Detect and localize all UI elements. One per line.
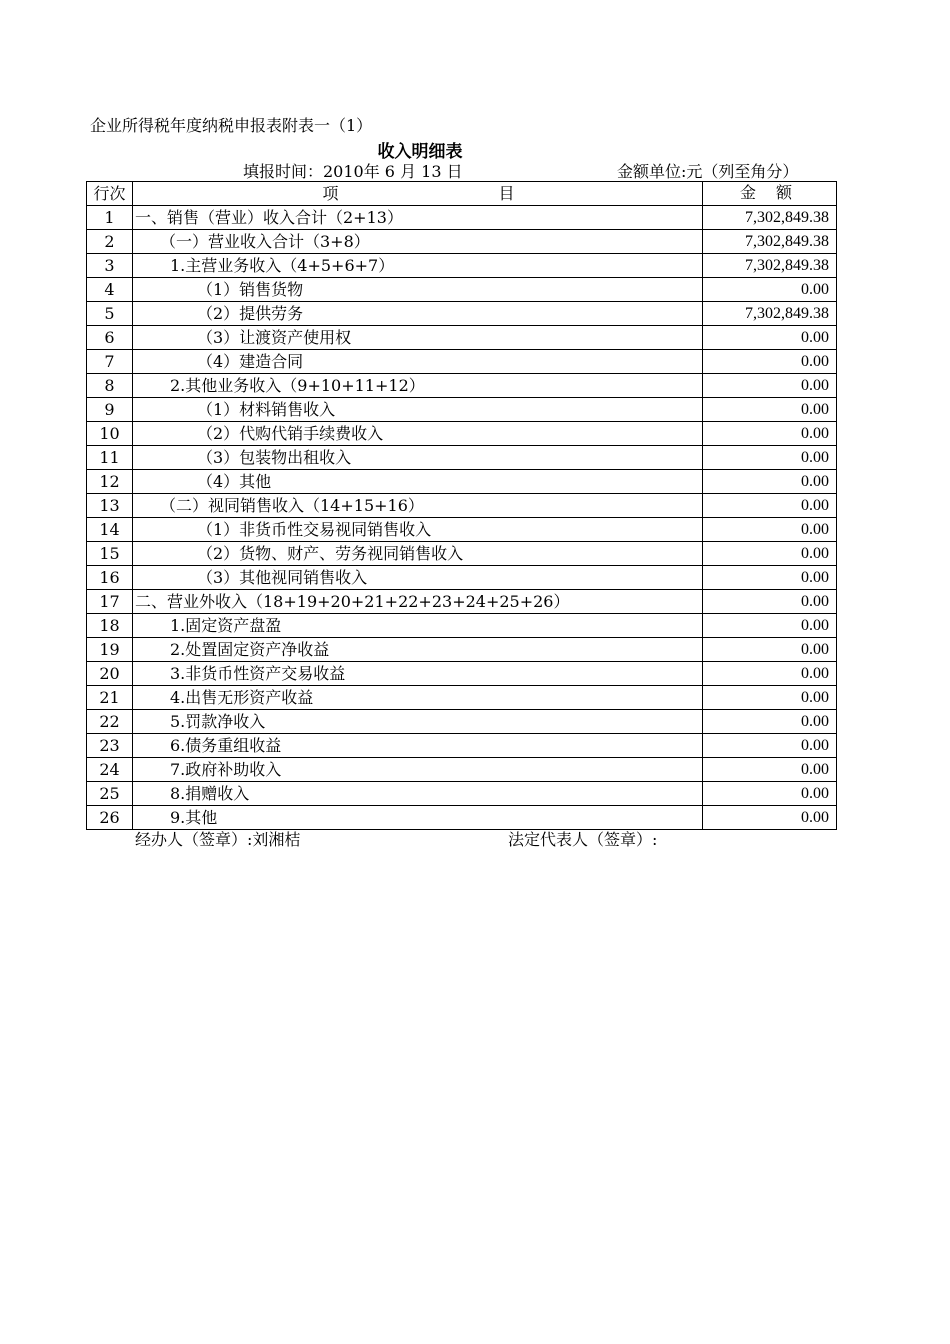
table-row xyxy=(87,230,837,254)
income-detail-table xyxy=(86,181,837,830)
row-number: 25 xyxy=(87,782,133,806)
row-amount: 0.00 xyxy=(703,278,837,302)
table-row xyxy=(87,374,837,398)
row-amount: 0.00 xyxy=(703,542,837,566)
row-amount: 0.00 xyxy=(703,782,837,806)
table-row xyxy=(87,806,837,830)
row-amount: 0.00 xyxy=(703,398,837,422)
row-item: （3）其他视同销售收入 xyxy=(133,566,703,590)
row-amount: 0.00 xyxy=(703,710,837,734)
row-amount: 0.00 xyxy=(703,518,837,542)
row-item: （4）建造合同 xyxy=(133,350,703,374)
row-amount: 0.00 xyxy=(703,470,837,494)
row-amount: 0.00 xyxy=(703,494,837,518)
table-row xyxy=(87,782,837,806)
row-number: 8 xyxy=(87,374,133,398)
row-amount: 0.00 xyxy=(703,326,837,350)
table-row xyxy=(87,278,837,302)
row-amount: 0.00 xyxy=(703,566,837,590)
row-item: （一）营业收入合计（3+8） xyxy=(133,230,703,254)
row-number: 14 xyxy=(87,518,133,542)
row-amount: 0.00 xyxy=(703,686,837,710)
page-title: 收入明细表 xyxy=(377,142,463,162)
table-row xyxy=(87,710,837,734)
row-item: 2.其他业务收入（9+10+11+12） xyxy=(133,374,703,398)
row-number: 24 xyxy=(87,758,133,782)
table-row xyxy=(87,734,837,758)
table-row xyxy=(87,590,837,614)
row-number: 3 xyxy=(87,254,133,278)
header-amount: 金 额 xyxy=(703,182,837,206)
row-number: 10 xyxy=(87,422,133,446)
table-row xyxy=(87,206,837,230)
row-amount: 0.00 xyxy=(703,446,837,470)
row-item: 4.出售无形资产收益 xyxy=(133,686,703,710)
row-number: 22 xyxy=(87,710,133,734)
form-label: 企业所得税年度纳税申报表附表一（1） xyxy=(90,116,373,135)
row-amount: 7,302,849.38 xyxy=(703,302,837,326)
row-number: 13 xyxy=(87,494,133,518)
row-item: （2）代购代销手续费收入 xyxy=(133,422,703,446)
row-amount: 0.00 xyxy=(703,590,837,614)
amount-unit-note: 金额单位:元（列至角分） xyxy=(617,162,799,181)
row-number: 20 xyxy=(87,662,133,686)
table-row xyxy=(87,686,837,710)
row-amount: 0.00 xyxy=(703,806,837,830)
row-number: 4 xyxy=(87,278,133,302)
handler-signature: 经办人（签章）:刘湘桔 xyxy=(135,830,301,849)
table-row xyxy=(87,542,837,566)
table-row xyxy=(87,254,837,278)
row-amount: 0.00 xyxy=(703,638,837,662)
row-amount: 0.00 xyxy=(703,614,837,638)
row-amount: 0.00 xyxy=(703,350,837,374)
row-number: 11 xyxy=(87,446,133,470)
header-item-part-b: 目 xyxy=(498,184,515,203)
row-number: 23 xyxy=(87,734,133,758)
table-row xyxy=(87,302,837,326)
row-item: （1）销售货物 xyxy=(133,278,703,302)
row-item: （2）提供劳务 xyxy=(133,302,703,326)
row-number: 6 xyxy=(87,326,133,350)
row-number: 19 xyxy=(87,638,133,662)
row-amount: 0.00 xyxy=(703,734,837,758)
table-row xyxy=(87,446,837,470)
row-item: 6.债务重组收益 xyxy=(133,734,703,758)
row-number: 17 xyxy=(87,590,133,614)
table-row xyxy=(87,398,837,422)
table-row xyxy=(87,614,837,638)
row-amount: 7,302,849.38 xyxy=(703,230,837,254)
row-amount: 7,302,849.38 xyxy=(703,254,837,278)
row-number: 16 xyxy=(87,566,133,590)
table-row xyxy=(87,638,837,662)
table-row xyxy=(87,350,837,374)
row-item: （二）视同销售收入（14+15+16） xyxy=(133,494,703,518)
table-row xyxy=(87,662,837,686)
row-item: 1.主营业务收入（4+5+6+7） xyxy=(133,254,703,278)
row-item: （3）让渡资产使用权 xyxy=(133,326,703,350)
legal-rep-signature: 法定代表人（签章）: xyxy=(508,830,658,849)
fill-date: 填报时间：2010年 6 月 13 日 xyxy=(243,162,463,181)
header-item-part-a: 项 xyxy=(322,184,339,203)
header-row-number: 行次 xyxy=(87,182,133,206)
row-number: 18 xyxy=(87,614,133,638)
row-amount: 0.00 xyxy=(703,422,837,446)
row-item: 7.政府补助收入 xyxy=(133,758,703,782)
header-item xyxy=(133,182,703,206)
row-item: （3）包装物出租收入 xyxy=(133,446,703,470)
row-item: 9.其他 xyxy=(133,806,703,830)
table-row xyxy=(87,518,837,542)
row-item: 2.处置固定资产净收益 xyxy=(133,638,703,662)
row-item: （2）货物、财产、劳务视同销售收入 xyxy=(133,542,703,566)
row-item: （1）材料销售收入 xyxy=(133,398,703,422)
row-item: 一、销售（营业）收入合计（2+13） xyxy=(133,206,703,230)
table-row xyxy=(87,470,837,494)
row-amount: 7,302,849.38 xyxy=(703,206,837,230)
table-row xyxy=(87,422,837,446)
row-number: 12 xyxy=(87,470,133,494)
table-row xyxy=(87,758,837,782)
row-item: 5.罚款净收入 xyxy=(133,710,703,734)
row-item: 8.捐赠收入 xyxy=(133,782,703,806)
row-number: 5 xyxy=(87,302,133,326)
row-item: 二、营业外收入（18+19+20+21+22+23+24+25+26） xyxy=(133,590,703,614)
row-amount: 0.00 xyxy=(703,662,837,686)
row-item: （4）其他 xyxy=(133,470,703,494)
row-number: 1 xyxy=(87,206,133,230)
row-amount: 0.00 xyxy=(703,374,837,398)
row-item: 3.非货币性资产交易收益 xyxy=(133,662,703,686)
table-row xyxy=(87,494,837,518)
row-number: 26 xyxy=(87,806,133,830)
row-number: 2 xyxy=(87,230,133,254)
row-item: 1.固定资产盘盈 xyxy=(133,614,703,638)
row-item: （1）非货币性交易视同销售收入 xyxy=(133,518,703,542)
table-row xyxy=(87,326,837,350)
table-header-row xyxy=(87,182,837,206)
table-row xyxy=(87,566,837,590)
row-number: 15 xyxy=(87,542,133,566)
row-amount: 0.00 xyxy=(703,758,837,782)
row-number: 7 xyxy=(87,350,133,374)
row-number: 21 xyxy=(87,686,133,710)
row-number: 9 xyxy=(87,398,133,422)
